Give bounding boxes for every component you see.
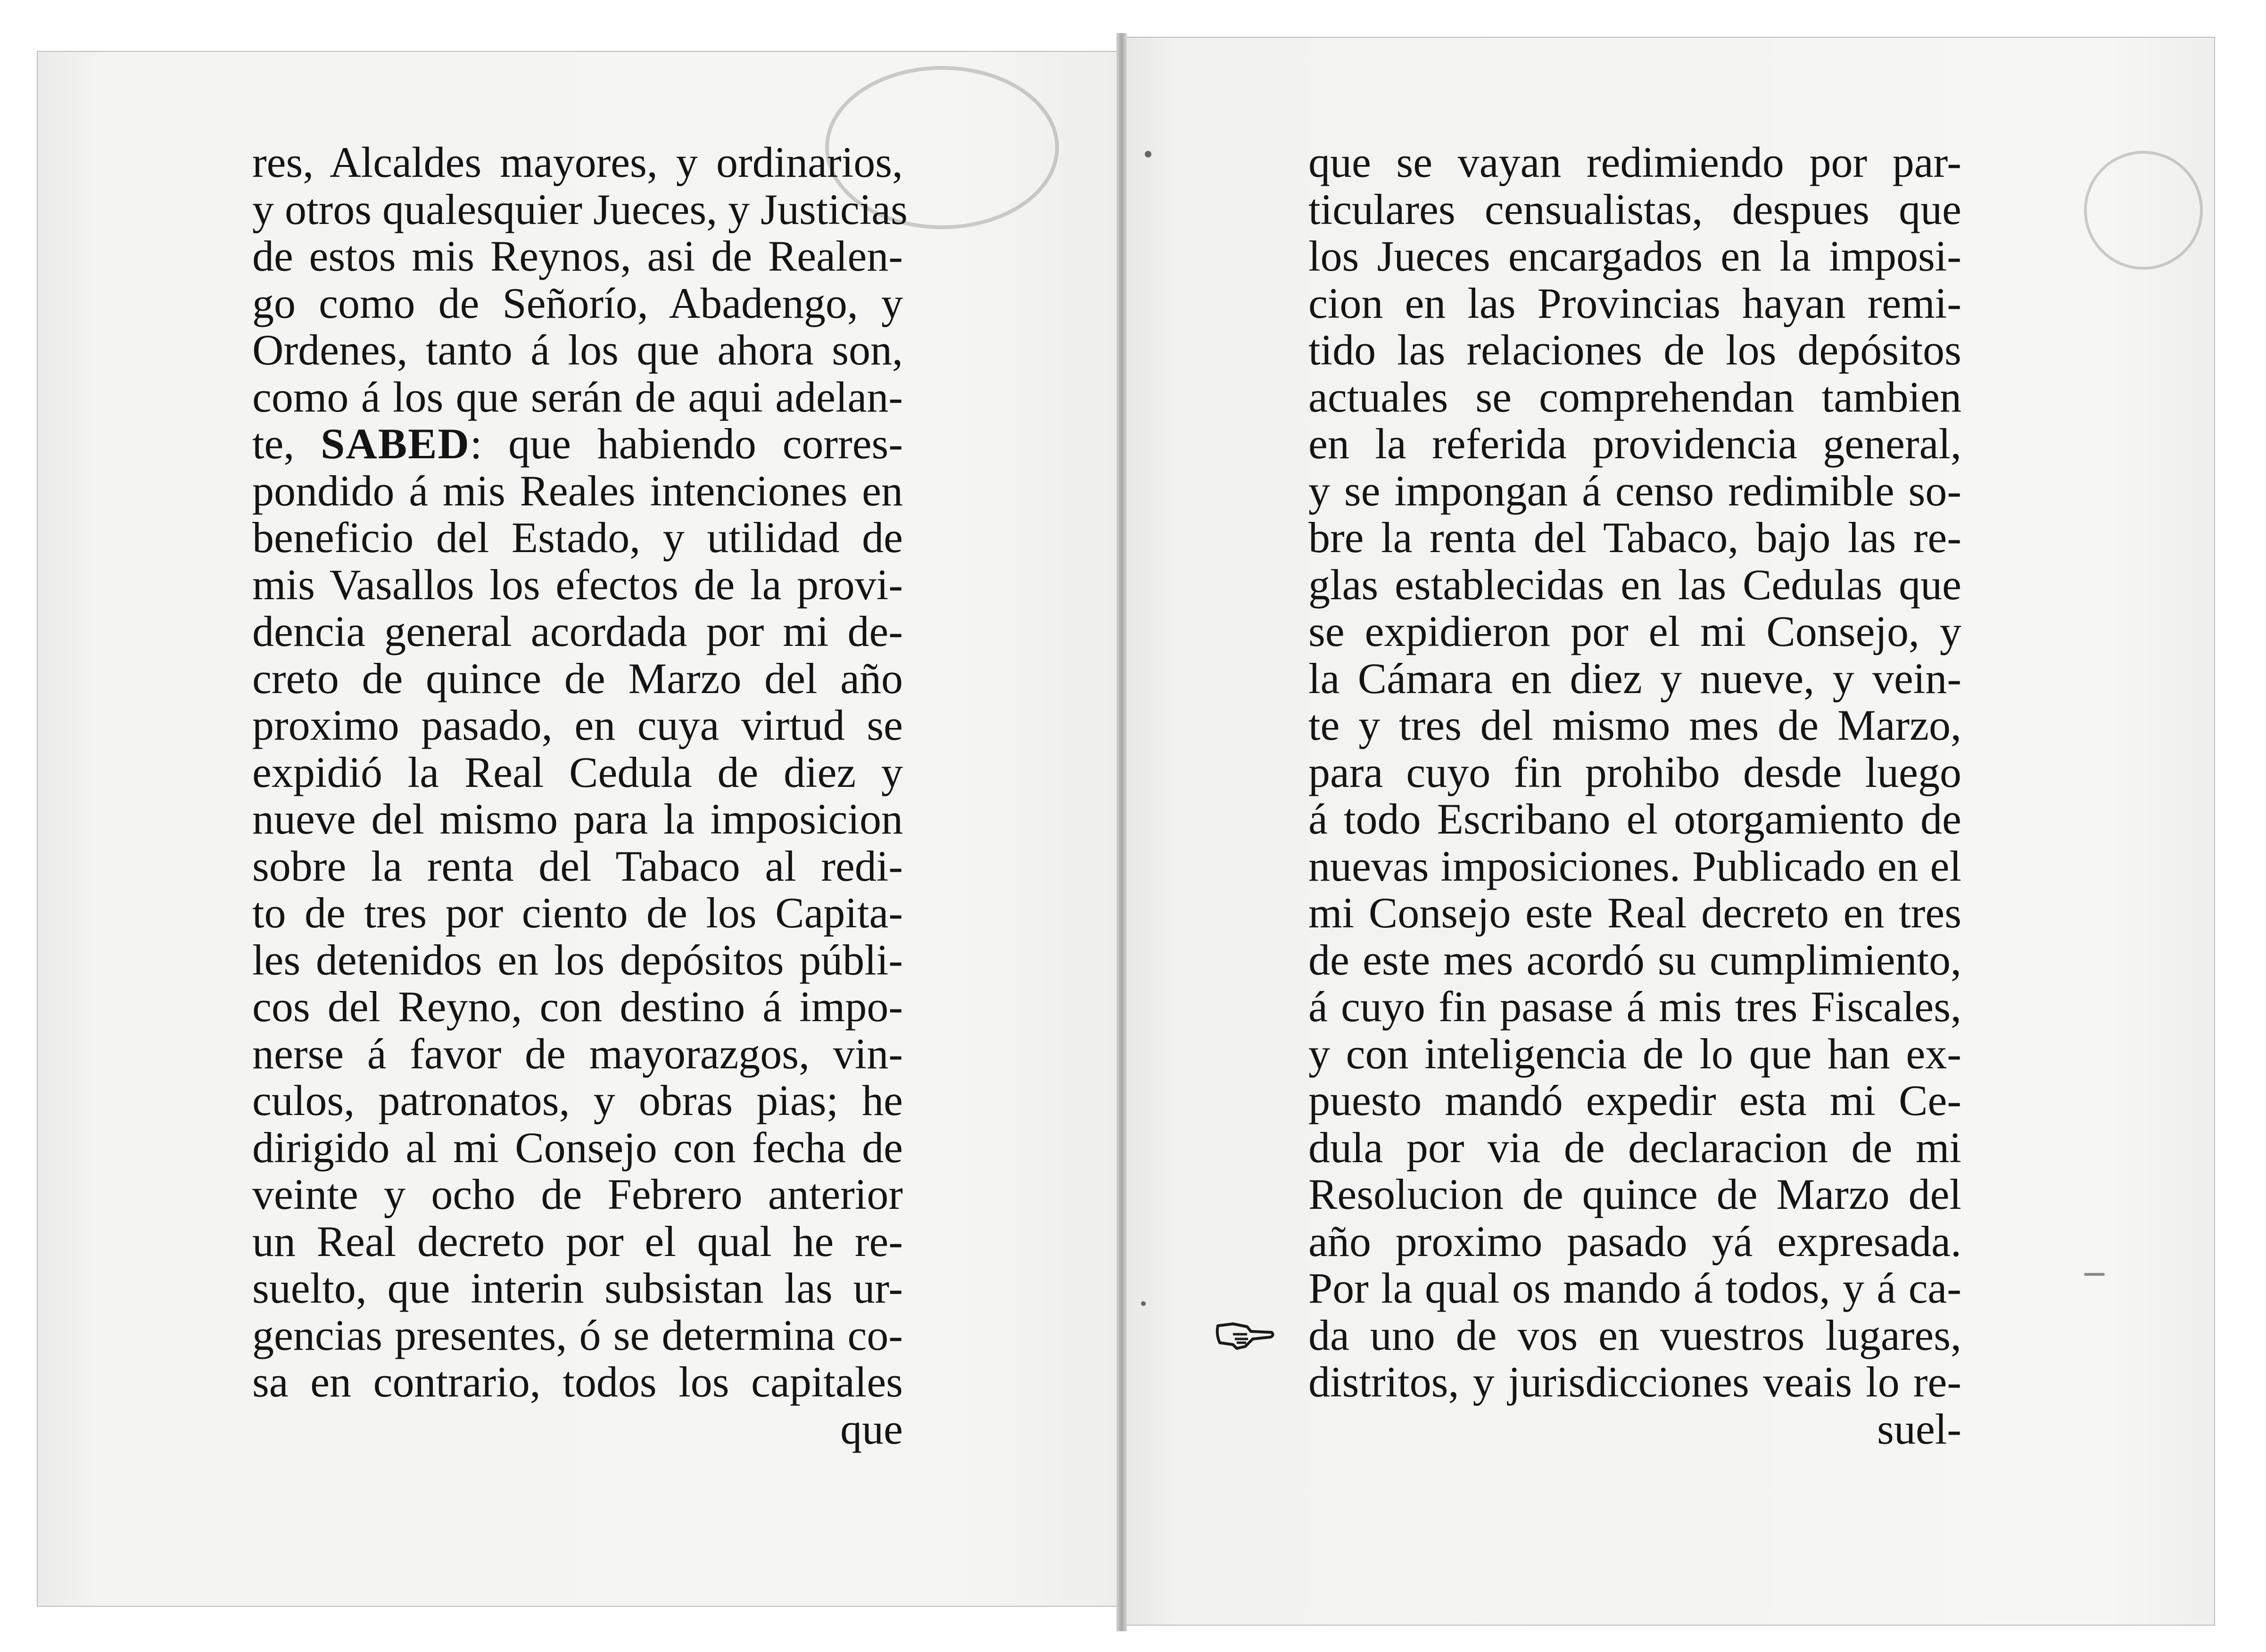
text-line: pondido á mis Reales intenciones en <box>252 466 903 515</box>
text-line: á cuyo fin pasase á mis tres Fiscales, <box>1308 983 1961 1031</box>
text-line: mis Vasallos los efectos de la provi- <box>252 560 903 609</box>
text-line: como á los que serán de aqui adelan- <box>252 372 903 421</box>
text-line: veinte y ocho de Febrero anterior <box>252 1170 903 1218</box>
text-line: para cuyo fin prohibo desde luego <box>1308 748 1961 796</box>
text-line: da uno de vos en vuestros lugares, <box>1308 1311 1961 1359</box>
margin-mark <box>2084 1273 2105 1276</box>
text-line: un Real decreto por el qual he re- <box>252 1217 903 1265</box>
text-line: se expidieron por el mi Consejo, y <box>1308 607 1961 655</box>
left-text-column <box>252 138 908 1453</box>
book-gutter <box>1116 33 1127 1631</box>
text-line: bre la renta del Tabaco, bajo las re- <box>1308 513 1961 562</box>
text-line: de estos mis Reynos, asi de Realen- <box>252 232 903 280</box>
text-line: les detenidos en los depósitos públi- <box>252 935 903 984</box>
bleed-through-stamp <box>2084 151 2203 270</box>
text-line: glas establecidas en las Cedulas que <box>1308 560 1961 609</box>
text-line: sa en contrario, todos los capitales <box>252 1358 903 1406</box>
sabed-emphasis: SABED <box>321 420 470 468</box>
text-line: suelto, que interin subsistan las ur- <box>252 1264 903 1312</box>
text-line: res, Alcaldes mayores, y ordinarios, <box>252 138 903 186</box>
text-line: Resolucion de quince de Marzo del <box>1308 1170 1961 1218</box>
text-line: los Jueces encargados en la imposi- <box>1308 232 1961 280</box>
text-line: y otros qualesquier Jueces, y Justicias <box>252 185 908 233</box>
text-line: gencias presentes, ó se determina co- <box>252 1311 903 1359</box>
text-line: culos, patronatos, y obras pias; he <box>252 1076 903 1124</box>
text-line: sobre la renta del Tabaco al redi- <box>252 842 903 890</box>
right-text-column <box>1308 139 1961 1453</box>
text-line: te, SABED: que habiendo corres- <box>252 420 903 468</box>
text-line: to de tres por ciento de los Capita- <box>252 889 903 937</box>
text-line: nerse á favor de mayorazgos, vin- <box>252 1029 903 1078</box>
text-line: que se vayan redimiendo por par- <box>1308 138 1961 186</box>
text-line: distritos, y jurisdicciones veais lo re- <box>1308 1358 1961 1406</box>
text-line: y con inteligencia de lo que han ex- <box>1308 1029 1961 1078</box>
catchword: suel- <box>1877 1404 1961 1453</box>
text-line: cion en las Provincias hayan remi- <box>1308 279 1961 327</box>
text-line: Ordenes, tanto á los que ahora son, <box>252 326 903 374</box>
margin-mark <box>1141 1301 1146 1306</box>
text-line: en la referida providencia general, <box>1308 420 1961 468</box>
text-line: creto de quince de Marzo del año <box>252 654 903 702</box>
text-line: y se impongan á censo redimible so- <box>1308 466 1961 515</box>
text-line: beneficio del Estado, y utilidad de <box>252 513 903 562</box>
text-line: tido las relaciones de los depósitos <box>1308 326 1961 374</box>
margin-mark <box>1145 151 1151 157</box>
catchword: que <box>840 1404 903 1453</box>
text-line: de este mes acordó su cumplimiento, <box>1308 935 1961 984</box>
text-line: ticulares censualistas, despues que <box>1308 185 1961 233</box>
text-line: dencia general acordada por mi de- <box>252 607 903 655</box>
text-line: nuevas imposiciones. Publicado en el <box>1308 842 1961 890</box>
text-line: te y tres del mismo mes de Marzo, <box>1308 701 1961 749</box>
text-line: nueve del mismo para la imposicion <box>252 795 903 843</box>
text-line: cos del Reyno, con destino á impo- <box>252 983 903 1031</box>
text-line: año proximo pasado yá expresada. <box>1308 1217 1961 1265</box>
text-line: actuales se comprehendan tambien <box>1308 372 1961 421</box>
text-line: dirigido al mi Consejo con fecha de <box>252 1123 903 1172</box>
text-line: expidió la Real Cedula de diez y <box>252 748 903 796</box>
text-line: go como de Señorío, Abadengo, y <box>252 279 903 327</box>
text-line: proximo pasado, en cuya virtud se <box>252 701 903 749</box>
text-line: puesto mandó expedir esta mi Ce- <box>1308 1076 1961 1124</box>
text-line: dula por via de declaracion de mi <box>1308 1123 1961 1172</box>
text-line: á todo Escribano el otorgamiento de <box>1308 795 1961 843</box>
text-line: mi Consejo este Real decreto en tres <box>1308 889 1961 937</box>
manicule-icon <box>1214 1315 1275 1353</box>
text-line: la Cámara en diez y nueve, y vein- <box>1308 654 1961 702</box>
text-line: Por la qual os mando á todos, y á ca- <box>1308 1264 1961 1312</box>
